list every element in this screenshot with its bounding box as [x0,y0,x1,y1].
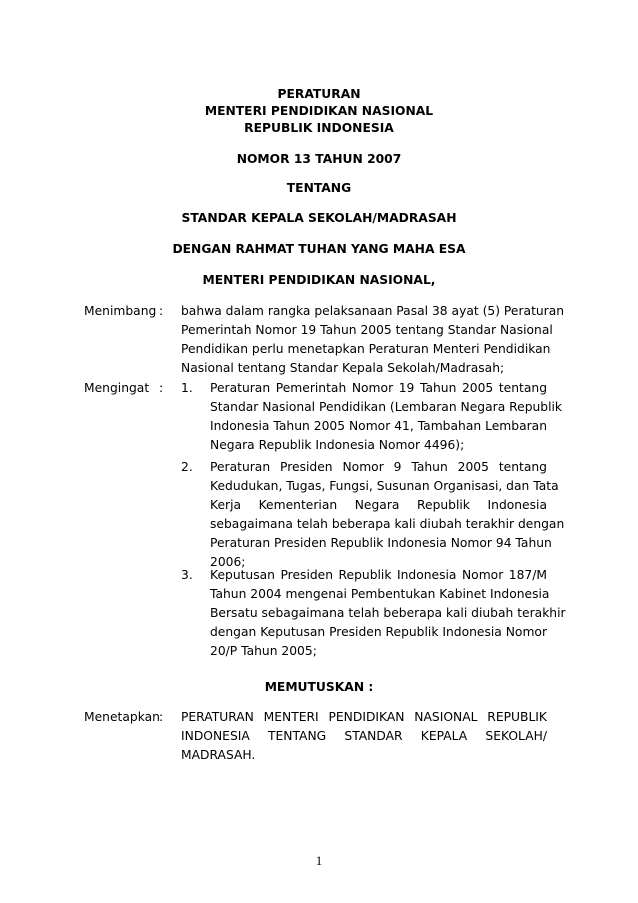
minister-line: MENTERI PENDIDIKAN NASIONAL, [202,273,436,287]
text-line: INDONESIA TENTANG STANDAR KEPALA SEKOLAH/ [181,729,547,743]
text-line: Peraturan Pemerintah Nomor 19 Tahun 2005 tentang [210,381,547,395]
text-line: Kedudukan, Tugas, Fungsi, Susunan Organisasi, dan Tata [210,479,559,493]
text-line: 2006; [210,555,246,569]
mengingat-item-3 [210,566,566,661]
item-number: 3. [181,568,193,582]
text-line: Pendidikan perlu menetapkan Peraturan Menteri Pendidikan [181,342,551,356]
mengingat-label: Mengingat [84,381,150,395]
text-line: dengan Keputusan Presiden Republik Indonesia Nomor [210,625,548,639]
mengingat-colon: : [159,381,164,395]
text-line: Pemerintah Nomor 19 Tahun 2005 tentang Standar Nasional [181,323,553,337]
menimbang-colon: : [159,304,164,318]
text-line: Kerja Kementerian Negara Republik Indonesia [210,498,547,512]
title-peraturan: PERATURAN [277,87,361,101]
text-line: Standar Nasional Pendidikan (Lembaran Negara Republik [210,400,563,414]
text-line: sebagaimana telah beberapa kali diubah terakhir dengan [210,517,565,531]
text-line: Negara Republik Indonesia Nomor 4496); [210,438,465,452]
text-line: Peraturan Presiden Nomor 9 Tahun 2005 tentang [210,460,547,474]
title-tentang: TENTANG [286,181,352,195]
regulation-number: NOMOR 13 TAHUN 2007 [236,152,402,166]
menimbang-text [181,302,565,378]
text-line: Nasional tentang Standar Kepala Sekolah/Madrasah; [181,361,505,375]
text-line: MADRASAH. [181,748,256,762]
menetapkan-label: Menetapkan [84,710,160,724]
memutuskan-heading: MEMUTUSKAN : [264,680,374,694]
text-line: 20/P Tahun 2005; [210,644,317,658]
title-minister: MENTERI PENDIDIKAN NASIONAL [204,104,434,118]
mengingat-item-1 [210,379,563,455]
text-line: bahwa dalam rangka pelaksanaan Pasal 38 ayat (5) Peraturan [181,304,565,318]
page-number: 1 [315,853,323,868]
text-line: Keputusan Presiden Republik Indonesia Nomor 187/M [210,568,547,582]
mengingat-item-2 [210,458,565,572]
text-line: Bersatu sebagaimana telah beberapa kali diubah terakhir [210,606,566,620]
text-line: Tahun 2004 mengenai Pembentukan Kabinet Indonesia [210,587,550,601]
item-number: 2. [181,460,193,474]
text-line: Peraturan Presiden Republik Indonesia Nomor 94 Tahun [210,536,552,550]
title-republic: REPUBLIK INDONESIA [244,121,394,135]
item-number: 1. [181,381,193,395]
menimbang-label: Menimbang [84,304,157,318]
text-line: Indonesia Tahun 2005 Nomor 41, Tambahan Lembaran [210,419,547,433]
menetapkan-colon: : [159,710,164,724]
blessing-line: DENGAN RAHMAT TUHAN YANG MAHA ESA [172,242,466,256]
regulation-subject: STANDAR KEPALA SEKOLAH/MADRASAH [181,211,457,225]
menetapkan-text [181,708,547,765]
text-line: PERATURAN MENTERI PENDIDIKAN NASIONAL REPUBLIK [181,710,547,724]
